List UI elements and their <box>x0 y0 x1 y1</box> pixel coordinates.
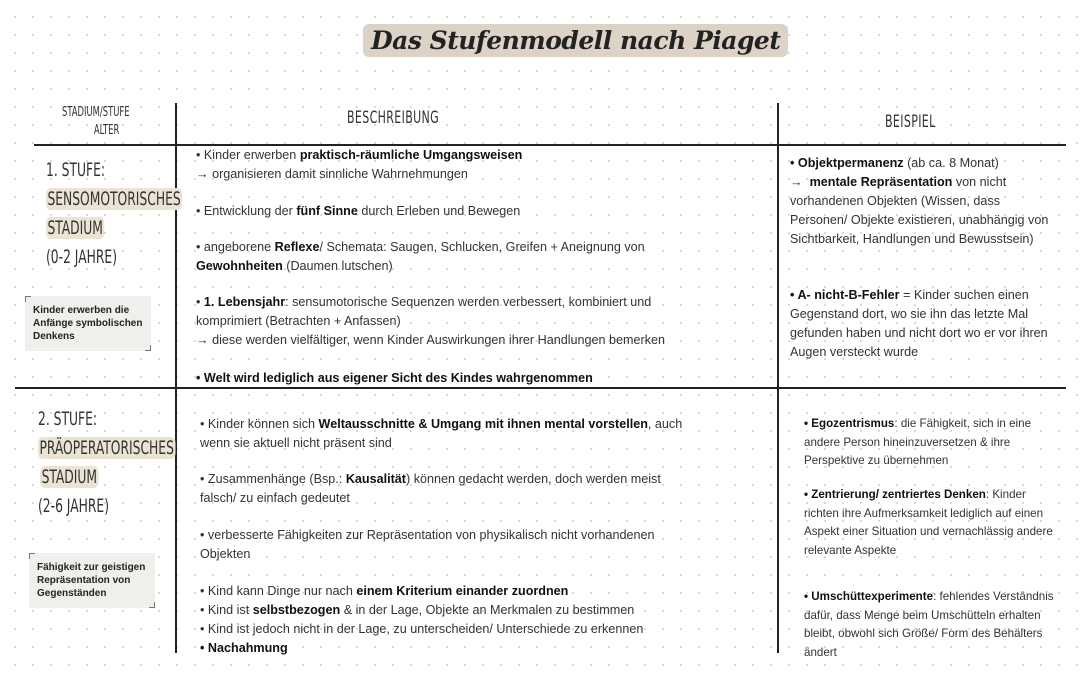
example-item <box>804 486 1057 560</box>
stage-label: 2. STUFE: <box>38 408 97 430</box>
text-segment: : Kinder richten ihre Aufmerksamkeit lediglich auf einen Aspekt einer Situation und vernachlässig andere relevante Aspekte <box>804 488 1057 557</box>
bold-text: Kausalität <box>345 472 407 486</box>
bold-text: • Umschüttexperimente <box>804 590 934 603</box>
text-segment: : sensumotorische Sequenzen werden verbessert, kombiniert und komprimiert (Betrachten + Anfassen) → diese werden vielfältiger, wenn Kinder Auswirkungen ihrer Handlungen bemerken <box>196 295 666 347</box>
stage-2 <box>38 405 175 521</box>
example-item <box>804 415 1054 471</box>
text-segment: • Zusammenhänge (Bsp.: <box>200 472 346 486</box>
description-item <box>200 415 760 453</box>
bold-text: • Nachahmung <box>200 641 288 655</box>
page-title: Das Stufenmodell nach Piaget <box>363 24 788 57</box>
bold-text: • Zentrierung/ zentriertes Denken <box>804 488 986 501</box>
text-segment: ) können gedacht werden, doch werden meist falsch/ zu einfach gedeutet <box>200 472 661 505</box>
text-segment: / Schemata: Saugen, Schlucken, Greifen + Aneignung von <box>319 240 645 254</box>
example-item <box>790 286 1052 362</box>
bold-text: fünf Sinne <box>296 204 358 218</box>
text-segment: & in der Lage, Objekte an Merkmalen zu bestimmen • Kind ist jedoch nicht in der Lage, zu unterscheiden/ Unterschiede zu erkennen <box>200 603 644 636</box>
description-item <box>196 238 756 276</box>
header-description: BESCHREIBUNG <box>347 108 440 128</box>
text-segment: • verbesserte Fähigkeiten zur Repräsentation von physikalisch nicht vorhandenen Objekten <box>200 528 655 561</box>
text-segment: = Kinder suchen einen Gegenstand dort, wo sie ihn das letzte Mal gefunden haben und nicht dort wo er vor ihren Augen versteckt wurde <box>790 288 1051 359</box>
text-segment: • <box>196 295 204 309</box>
text-segment: • Kind kann Dinge nur nach <box>200 584 357 598</box>
bold-text: einem Kriterium einander zuordnen <box>356 584 569 598</box>
header-stage <box>62 104 130 140</box>
text-segment: , auch wenn sie aktuell nicht präsent sind <box>200 417 683 450</box>
text-segment: : die Fähigkeit, sich in eine andere Person hineinzuversetzen & ihre Perspektive zu übernehmen <box>804 417 1035 467</box>
header-stage-label: STADIUM/STUFE <box>62 105 130 120</box>
stage-name: STADIUM <box>41 466 98 488</box>
summary-note: Fähigkeit zur geistigen Repräsentation von Gegenständen <box>29 553 155 608</box>
text-segment: (ab ca. 8 Monat) → <box>790 156 999 189</box>
stage-age: (2-6 JAHRE) <box>38 495 109 517</box>
example-item <box>790 154 1052 249</box>
description-item <box>196 293 756 350</box>
summary-note: Kinder erwerben die Anfänge symbolischen Denkens <box>25 296 151 351</box>
bold-text: • Objektpermanenz <box>790 156 904 170</box>
description-item <box>200 526 760 564</box>
text-segment: • Entwicklung der <box>196 204 297 218</box>
text-segment: (Daumen lutschen) <box>282 259 393 273</box>
bold-text: • Welt wird lediglich aus eigener Sicht des Kindes wahrgenommen <box>196 371 593 385</box>
text-segment: • Kinder können sich <box>200 417 319 431</box>
description-item <box>200 582 760 658</box>
text-segment: → organisieren damit sinnliche Wahrnehmungen <box>196 167 468 181</box>
stage-name: STADIUM <box>47 217 103 239</box>
text-segment: • angeborene <box>196 240 275 254</box>
bold-text: Gewohnheiten <box>196 259 283 273</box>
column-divider-2 <box>777 103 779 653</box>
stage-name: SENSOMOTORISCHES <box>47 188 181 210</box>
bold-text: • A- nicht-B-Fehler <box>790 288 900 302</box>
bold-text: selbstbezogen <box>252 603 341 617</box>
stage-age: (0-2 JAHRE) <box>46 246 117 268</box>
bold-text: • Egozentrismus <box>804 417 895 430</box>
description-item <box>196 202 756 221</box>
description-item <box>196 146 756 184</box>
bold-text: praktisch-räumliche Umgangsweisen <box>299 148 523 162</box>
text-segment: durch Erleben und Bewegen <box>357 204 521 218</box>
example-item <box>804 588 1057 662</box>
text-segment: • Kinder erwerben <box>196 148 300 162</box>
bold-text: Weltausschnitte & Umgang mit ihnen mental vorstellen <box>318 417 648 431</box>
text-segment: von nicht vorhandenen Objekten (Wissen, dass Personen/ Objekte existieren, unabhängig von Sichtbarkeit, Handlungen und Bewusstsein) <box>790 175 1052 246</box>
text-segment: : fehlendes Verständnis dafür, dass Menge beim Umschütteln erhalten bleibt, obwohl sich Größe/ Form des Behälters ändert <box>804 590 1057 659</box>
text-segment: • Kind ist <box>200 603 250 617</box>
bold-text: Reflexe <box>274 240 320 254</box>
bold-text: 1. Lebensjahr <box>203 295 286 309</box>
stage-name: PRÄOPERATORISCHES <box>39 437 174 459</box>
description-item <box>196 369 756 388</box>
stage-label: 1. STUFE: <box>46 159 105 181</box>
description-item <box>200 470 760 508</box>
stage-1 <box>46 156 182 272</box>
header-example: BEISPIEL <box>885 112 936 132</box>
bold-text: mentale Repräsentation <box>809 175 953 189</box>
header-age-label: ALTER <box>93 123 120 138</box>
